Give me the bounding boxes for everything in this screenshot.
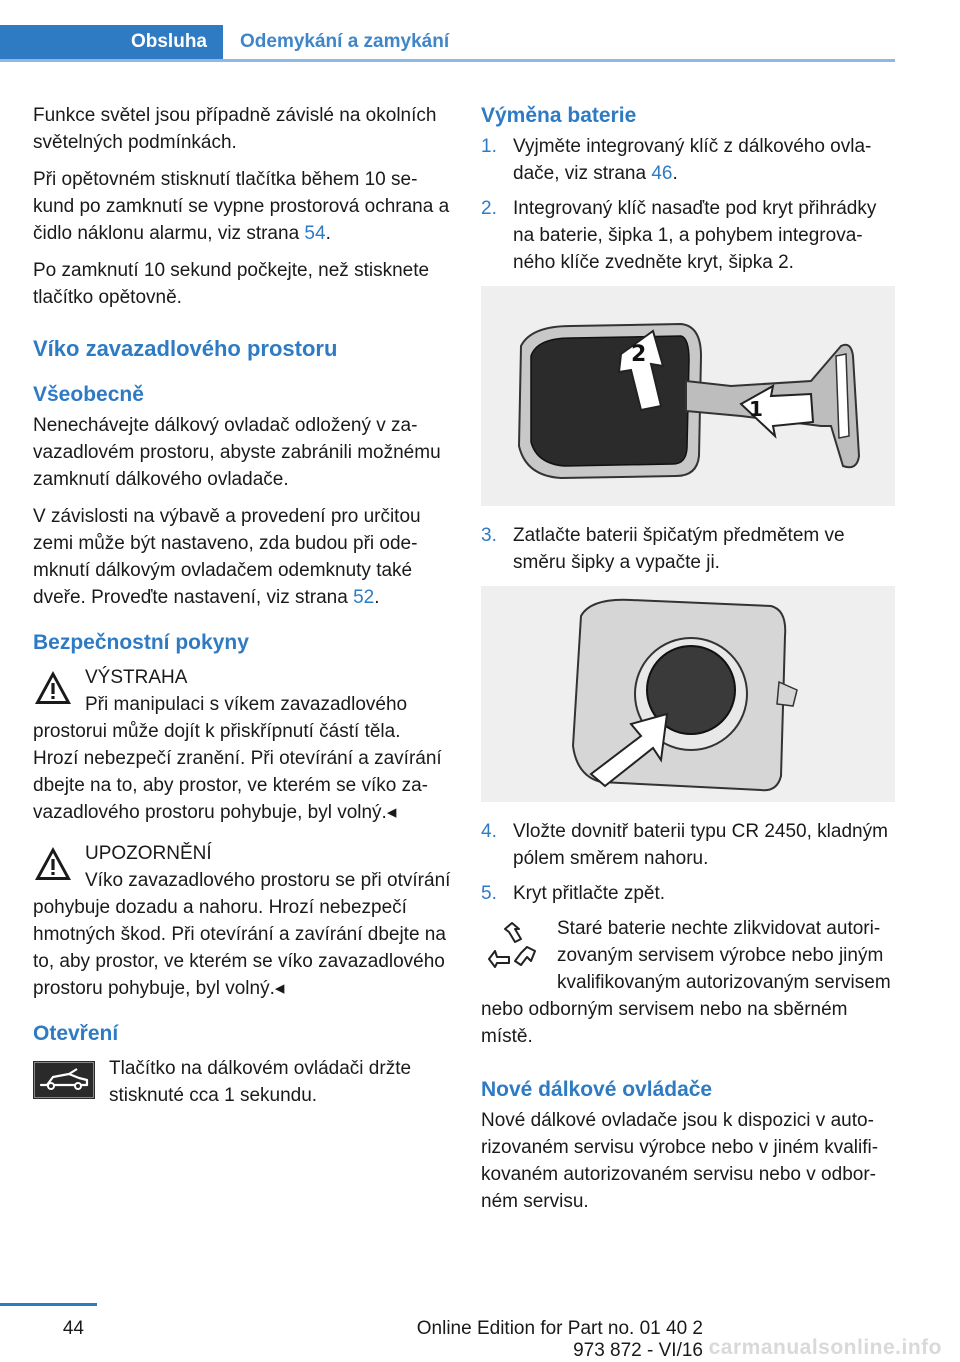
left-column (33, 102, 451, 1123)
header-rule (0, 59, 895, 62)
header-tabs (0, 25, 895, 62)
paragraph-interior-protection: Při opětovném stisknutí tlačítka během 10 sekund po zamknutí se vypne prostorová ochrana a čidlo náklonu alarmu, viz strana 54. (33, 169, 450, 244)
open-text: Tlačítko na dálkovém ovládači držte stisknuté cca 1 sekundu. (109, 1058, 412, 1106)
step-item: 3. Zatlačte baterii špičatým předmětem ve směru šipky a vypačte ji. (481, 525, 845, 573)
heading-safety: Bezpečnostní pokyny (33, 631, 249, 654)
warning-title: VÝSTRAHA (85, 667, 188, 688)
battery-steps-a (481, 133, 897, 276)
tab-obsluha[interactable]: Obsluha (0, 25, 223, 59)
recycle-text: Staré baterie nechte zlikvidovat autorizovaným servisem výrobce nebo jiným kvalifikovaným autorizovaným servisem nebo odborným servisem nebo na sběrném místě. (481, 918, 891, 1047)
key-fob-illustration (481, 286, 895, 506)
svg-text:2: 2 (631, 342, 647, 367)
page-link-46[interactable]: 46 (651, 163, 673, 184)
warning-notice (33, 664, 451, 826)
step-item: 4. Vložte dovnitř baterii typu CR 2450, kladným pólem směrem nahoru. (481, 821, 888, 869)
svg-text:1: 1 (749, 397, 763, 421)
paragraph-wait: Po zamknutí 10 sekund počkejte, než stisknete tlačítko opětovně. (33, 260, 430, 308)
paragraph-unlock-setting: V závislosti na výbavě a provedení pro určitou zemi může být nastaveno, zda budou při odemknutí dálkovým ovladačem odemknuty také dveře. Proveďte nastavení, viz strana 52. (33, 506, 421, 608)
page-number: 44 (62, 1318, 84, 1339)
heading-opening: Otevření (33, 1022, 119, 1045)
heading-battery-replacement: Výměna baterie (481, 104, 637, 127)
heading-trunk-lid: Víko zavazadlového prostoru (33, 336, 338, 361)
warning-text: Při manipulaci s víkem zavazadlového prostorui může dojít k přiskřípnutí částí těla. Hrozí nebezpečí zranění. Při otevírání a zavírání dbejte na to, aby prostor, ve kterém se víko zavazadlového prostoru pohybuje, byl volný.◂ (33, 694, 442, 823)
page-link-54[interactable]: 54 (304, 223, 326, 244)
step-item: 2. Integrovaný klíč nasaďte pod kryt přihrádky na baterie, šipka 1, a pohybem integrovaného klíče zvedněte kryt, šipka 2. (481, 198, 877, 273)
warning-triangle-icon (33, 668, 73, 708)
figure-battery-removal (481, 586, 895, 802)
caution-title: UPOZORNĚNÍ (85, 843, 212, 864)
tab-odemykani[interactable]: Odemykání a zamykání (240, 31, 450, 52)
trunk-button-icon (33, 1061, 95, 1099)
recycle-notice (481, 915, 897, 1050)
figure-key-removal (481, 286, 895, 506)
paragraph-new-remotes: Nové dálkové ovladače jsou k dispozici v autorizovaném servisu výrobce nebo v jiném kvalifikovaném autorizovaném servisu nebo v odborném servisu. (481, 1110, 879, 1212)
edition-text: Online Edition for Part no. 01 40 2 973 872 - VI/16 (416, 1318, 703, 1361)
battery-steps-b (481, 522, 897, 576)
footer-rule (0, 1303, 97, 1306)
right-column (481, 102, 897, 1225)
paragraph-remote-in-trunk: Nenechávejte dálkový ovladač odložený v zavazadlovém prostoru, abyste zabránili možnému zamknutí dálkového ovladače. (33, 415, 441, 490)
page-link-52[interactable]: 52 (353, 587, 375, 608)
step-item: 1. Vyjměte integrovaný klíč z dálkového ovladače, viz strana 46. (481, 136, 872, 184)
recycle-icon (481, 921, 543, 971)
heading-new-remotes: Nové dálkové ovládače (481, 1078, 713, 1101)
battery-illustration (481, 586, 895, 802)
watermark: carmanualsonline.info (708, 1336, 942, 1359)
step-item: 5. Kryt přitlačte zpět. (481, 883, 666, 904)
open-instruction (33, 1055, 451, 1109)
caution-text: Víko zavazadlového prostoru se při otvírání pohybuje dozadu a nahoru. Hrozí nebezpečí hmotných škod. Při otevírání a zavírání dbejte na to, aby prostor, ve kterém se víko zavazadlového prostoru pohybuje, byl volný.◂ (33, 870, 451, 999)
battery-steps-c (481, 818, 897, 907)
caution-triangle-icon (33, 844, 73, 884)
paragraph-lights: Funkce světel jsou případně závislé na okolních světelných podmínkách. (33, 105, 437, 153)
heading-general: Všeobecně (33, 383, 144, 406)
caution-notice (33, 840, 451, 1002)
